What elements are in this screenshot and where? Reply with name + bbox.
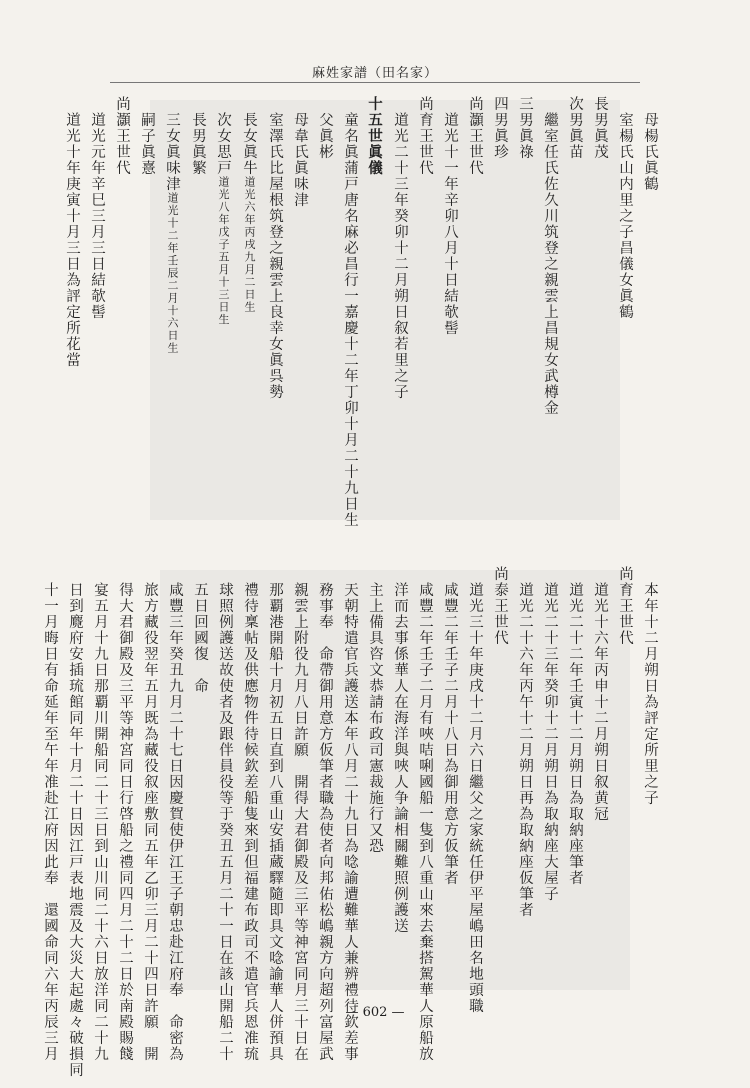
text-line bbox=[487, 566, 512, 1006]
text-line bbox=[562, 96, 587, 536]
line-text: 繼室任氏佐久川筑登之親雲上昌規女武樽金 bbox=[542, 96, 558, 416]
line-text: 童名眞蒲戸唐名麻必昌行一嘉慶十二年丁卯十月二十九日生 bbox=[342, 96, 358, 528]
line-text: 長女眞牛 bbox=[241, 96, 257, 176]
text-line bbox=[512, 566, 537, 1006]
line-text: 次男眞苗 bbox=[567, 96, 583, 160]
line-text: 宴五月十九日那覇川開船同二十三日到山川同二十六日放洋同二十九 bbox=[92, 566, 108, 1062]
line-text: 道光十六年丙申十二月朔日叙黄冠 bbox=[592, 566, 608, 822]
line-text: 天朝特遣官兵護送本年八月二十九日為唸諭遭難華人兼辨禮待欽差事 bbox=[342, 566, 358, 1062]
text-line bbox=[109, 96, 134, 536]
birth-date-note: 道光八年戊子五月十三日生 bbox=[217, 176, 230, 326]
line-text: 三男眞祿 bbox=[517, 96, 533, 160]
text-line bbox=[412, 566, 437, 1062]
text-line bbox=[612, 96, 637, 536]
line-text: 十五世眞儀 bbox=[366, 96, 383, 176]
line-text: 道光二十三年癸卯十二月朔日為取納座大屋子 bbox=[542, 566, 558, 902]
line-text: 咸豐二年壬子二月十八日為御用意方仮筆者 bbox=[442, 566, 458, 886]
text-line bbox=[462, 96, 487, 536]
line-text: 十一月晦日有命延年至午年准赴江府因此奉 還國命同六年丙辰三月 bbox=[42, 566, 58, 1062]
text-line bbox=[362, 566, 387, 1006]
text-line bbox=[212, 566, 237, 1062]
line-text: 五日回國復 命 bbox=[192, 566, 208, 694]
text-line bbox=[637, 566, 662, 1006]
text-line bbox=[162, 566, 187, 1062]
line-text: 長男眞繁 bbox=[190, 96, 206, 176]
text-line bbox=[262, 566, 287, 1062]
text-line bbox=[387, 96, 412, 536]
text-line bbox=[112, 566, 137, 1062]
text-line bbox=[87, 566, 112, 1062]
line-text: 母韋氏眞味津 bbox=[292, 96, 308, 208]
text-line bbox=[159, 96, 185, 536]
line-text: 咸豐三年癸丑九月二十七日因慶賀使伊江王子朝忠赴江府奉 命密為 bbox=[167, 566, 183, 1062]
text-line bbox=[462, 566, 487, 1014]
page-title: 麻姓家譜（田名家） bbox=[311, 66, 438, 81]
text-line bbox=[237, 566, 262, 1062]
birth-date-note: 道光十二年壬辰二月十六日生 bbox=[166, 192, 179, 355]
line-text: 道光元年辛巳三月三日結欹髻 bbox=[89, 96, 105, 320]
text-line bbox=[637, 96, 662, 536]
line-text: 道光二十六年丙午十二月朔日再為取納座仮筆者 bbox=[517, 566, 533, 918]
line-text: 道光十年庚寅十月三日為評定所花當 bbox=[64, 96, 80, 368]
text-line bbox=[387, 566, 412, 1006]
text-line bbox=[362, 96, 387, 536]
text-line bbox=[337, 566, 362, 1062]
line-text: 務事奉 命帶御用意方仮筆者職為使者向邦佑松嶋親方向超列富屋武 bbox=[317, 566, 333, 1062]
text-line bbox=[37, 566, 62, 1062]
text-line bbox=[312, 566, 337, 1062]
line-text: 本年十二月朔日為評定所里之子 bbox=[642, 566, 658, 806]
line-text: 次女思戸 bbox=[215, 96, 231, 176]
birth-date-note: 道光六年丙戌九月二日生 bbox=[243, 176, 256, 314]
line-text: 長男眞茂 bbox=[592, 96, 608, 160]
text-line bbox=[62, 566, 87, 1078]
line-text: 旅方藏役翌年五月既為藏役叙座敷同五年乙卯三月二十四日許願 開 bbox=[142, 566, 158, 1062]
text-line bbox=[412, 96, 437, 536]
line-text: 那覇港開船十月初五日直到八重山安插蔵驛隨即具文唸諭華人併預具 bbox=[267, 566, 283, 1062]
line-text: 三女眞味津 bbox=[164, 96, 180, 192]
text-line bbox=[537, 566, 562, 1006]
line-text: 室楊氏山内里之子昌儀女眞鶴 bbox=[617, 96, 633, 320]
genealogy-upper-section bbox=[64, 96, 662, 536]
text-line bbox=[137, 566, 162, 1062]
text-line bbox=[312, 96, 337, 536]
header-divider bbox=[110, 82, 640, 83]
text-line bbox=[187, 566, 212, 1006]
text-line bbox=[210, 96, 236, 536]
line-text: 咸豐二年壬子二月有唊咭唎國船一隻到八重山來去棄搭駕華人原船放 bbox=[417, 566, 433, 1062]
line-text: 日到麑府安插琉館同年十月二十日因江戸表地震及大災大起處々破損同 bbox=[67, 566, 83, 1078]
page-number: — 602 — bbox=[345, 1005, 405, 1020]
text-line bbox=[487, 96, 512, 536]
text-line bbox=[337, 96, 362, 536]
text-line bbox=[537, 96, 562, 536]
text-line bbox=[287, 96, 312, 536]
text-line bbox=[437, 96, 462, 536]
text-line bbox=[287, 566, 312, 1062]
line-text: 道光二十三年癸卯十二月朔日叙若里之子 bbox=[392, 96, 408, 400]
line-text: 嗣子眞憙 bbox=[139, 96, 155, 176]
line-text: 禮待稟帖及供應物件待候欽差船隻來到但福建布政司不遣官兵恩准琉 bbox=[242, 566, 258, 1062]
line-text: 球照例護送故使者及跟伴員役等于癸丑五月二十一日在該山開船二十 bbox=[217, 566, 233, 1062]
line-text: 主上備具咨文恭請布政司憲裁施行又恐 bbox=[367, 566, 383, 854]
line-text: 尚育王世代 bbox=[417, 96, 433, 176]
line-text: 尚灝王世代 bbox=[114, 96, 130, 176]
text-line bbox=[84, 96, 109, 536]
line-text: 室澤氏比屋根筑登之親雲上良幸女眞呉勢 bbox=[267, 96, 283, 400]
text-line bbox=[236, 96, 262, 536]
text-line bbox=[262, 96, 287, 536]
line-text: 道光十一年辛卯八月十日結欹髻 bbox=[442, 96, 458, 336]
text-line bbox=[437, 566, 462, 1006]
text-line bbox=[59, 96, 84, 536]
text-line bbox=[134, 96, 159, 536]
text-line bbox=[185, 96, 210, 536]
text-line bbox=[612, 566, 637, 1006]
text-line bbox=[562, 566, 587, 1006]
line-text: 洋而去事係華人在海洋與唊人争論相關難照例護送 bbox=[392, 566, 408, 934]
line-text: 得大君御殿及三平等神宮同日行啓船之禮同四月二十二日於南殿賜餞 bbox=[117, 566, 133, 1062]
line-text: 尚育王世代 bbox=[617, 566, 633, 646]
line-text: 親雲上附役九月八日許願 開得大君御殿及三平等神宮同月三十日在 bbox=[292, 566, 308, 1062]
line-text: 尚泰王世代 bbox=[492, 566, 508, 646]
text-line bbox=[587, 566, 612, 1006]
text-line bbox=[512, 96, 537, 536]
line-text: 四男眞珍 bbox=[492, 96, 508, 160]
line-text: 母楊氏眞鶴 bbox=[642, 96, 658, 192]
line-text: 道光三十年庚戌十二月六日繼父之家統任伊平屋嶋田名地頭職 bbox=[467, 566, 483, 1014]
line-text: 道光二十二年壬寅十二月朔日為取納座筆者 bbox=[567, 566, 583, 886]
line-text: 父眞彬 bbox=[317, 96, 333, 160]
line-text: 尚灝王世代 bbox=[467, 96, 483, 176]
text-line bbox=[587, 96, 612, 536]
